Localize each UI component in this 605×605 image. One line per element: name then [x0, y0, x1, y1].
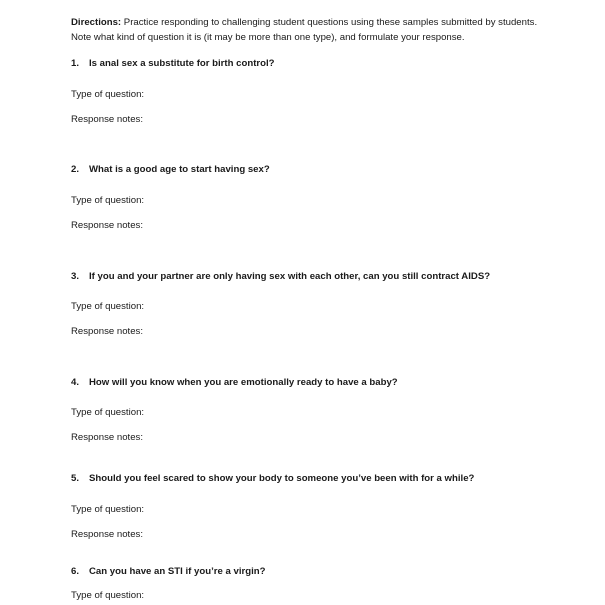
question-text: Is anal sex a substitute for birth control? [89, 58, 275, 69]
question-number: 4. [71, 377, 80, 388]
question-title [71, 377, 541, 389]
directions-text: Practice responding to challenging student questions using these samples submitted by students. Note what kind of question it is (it may be more than one type), and formulate your response. [71, 17, 538, 43]
response-notes-label: Response notes: [71, 326, 143, 337]
type-of-question-label: Type of question: [71, 504, 145, 515]
question-number: 1. [71, 58, 80, 69]
type-of-question-label: Type of question: [71, 407, 145, 418]
question-text: If you and your partner are only having sex with each other, can you still contract AIDS? [89, 271, 491, 282]
directions-label: Directions: [71, 17, 122, 28]
question-text: How will you know when you are emotionally ready to have a baby? [89, 377, 398, 388]
question-title [71, 566, 541, 578]
response-notes-label: Response notes: [71, 220, 143, 231]
question-number: 5. [71, 473, 80, 484]
type-of-question-label: Type of question: [71, 89, 145, 100]
question-title [71, 473, 541, 485]
question-text: What is a good age to start having sex? [89, 164, 270, 175]
question-4 [71, 377, 541, 443]
question-5 [71, 473, 541, 540]
directions-paragraph [71, 15, 541, 45]
question-text: Can you have an STI if you’re a virgin? [89, 566, 266, 577]
question-6 [71, 566, 541, 601]
question-title [71, 58, 541, 70]
question-number: 3. [71, 271, 80, 282]
question-number: 6. [71, 566, 80, 577]
type-of-question-label: Type of question: [71, 590, 145, 601]
question-3 [71, 271, 541, 337]
response-notes-label: Response notes: [71, 432, 143, 443]
question-1 [71, 58, 541, 125]
response-notes-label: Response notes: [71, 529, 143, 540]
question-number: 2. [71, 164, 80, 175]
type-of-question-label: Type of question: [71, 195, 145, 206]
question-title [71, 164, 541, 176]
response-notes-label: Response notes: [71, 114, 143, 125]
question-title [71, 271, 541, 283]
type-of-question-label: Type of question: [71, 301, 145, 312]
question-2 [71, 164, 541, 231]
worksheet-page [71, 15, 541, 601]
question-text: Should you feel scared to show your body to someone you’ve been with for a while? [89, 473, 475, 484]
